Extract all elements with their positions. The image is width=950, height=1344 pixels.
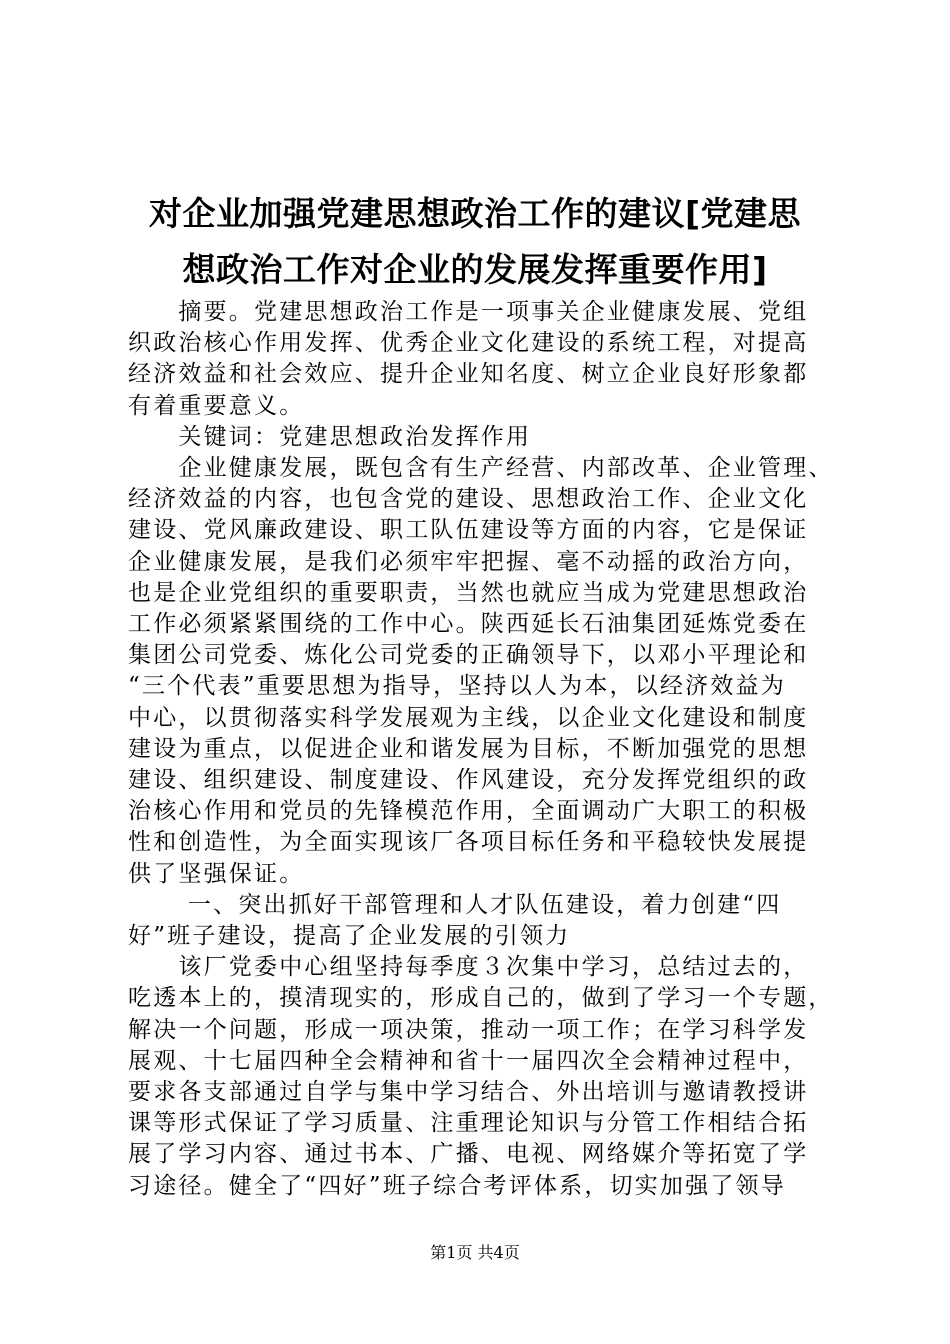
paragraph-line: 中心，以贯彻落实科学发展观为主线，以企业文化建设和制度 xyxy=(128,704,809,731)
paragraph-line: 要求各支部通过自学与集中学习结合、外出培训与邀请教授讲 xyxy=(128,1079,809,1106)
paragraph-line: 展观、十七届四种全会精神和省十一届四次全会精神过程中， xyxy=(128,1047,809,1074)
paragraph xyxy=(128,453,834,890)
paragraph-line: 供了坚强保证。 xyxy=(128,860,305,887)
paragraph-line: 集团公司党委、炼化公司党委的正确领导下，以邓小平理论和 xyxy=(128,642,809,669)
paragraph-line: 关键词：党建思想政治发挥作用 xyxy=(128,423,532,450)
paragraph-line: “三个代表”重要思想为指导，坚持以人为本，以经济效益为 xyxy=(128,673,786,700)
paragraph-line: 有着重要意义。 xyxy=(128,392,305,419)
paragraph-line: 企业健康发展，既包含有生产经营、内部改革、企业管理、 xyxy=(128,455,834,482)
title-line: 想政治工作对企业的发展发挥重要作用] xyxy=(182,250,768,289)
paragraph-line: 建设为重点，以促进企业和谐发展为目标，不断加强党的思想 xyxy=(128,735,809,762)
paragraph-line: 建设、党风廉政建设、职工队伍建设等方面的内容，它是保证 xyxy=(128,517,809,544)
paragraph-line: 吃透本上的，摸清现实的，形成自己的，做到了学习一个专题， xyxy=(128,985,834,1012)
paragraph-line: 建设、组织建设、制度建设、作风建设，充分发挥党组织的政 xyxy=(128,767,809,794)
paragraph-line: 经济效益的内容，也包含党的建设、思想政治工作、企业文化 xyxy=(128,486,809,513)
paragraph-line: 经济效益和社会效应、提升企业知名度、树立企业良好形象都 xyxy=(128,361,809,388)
paragraph-line: 也是企业党组织的重要职责，当然也就应当成为党建思想政治 xyxy=(128,579,809,606)
paragraph-line: 习途径。健全了“四好”班子综合考评体系，切实加强了领导 xyxy=(128,1172,786,1199)
paragraph xyxy=(128,952,834,1202)
document-title xyxy=(120,186,830,298)
paragraph xyxy=(128,890,830,952)
document-body xyxy=(128,297,834,1202)
paragraph-line: 该厂党委中心组坚持每季度３次集中学习，总结过去的， xyxy=(128,954,809,981)
paragraph-line: 性和创造性，为全面实现该厂各项目标任务和平稳较快发展提 xyxy=(128,829,809,856)
paragraph-line: 企业健康发展，是我们必须牢牢把握、毫不动摇的政治方向， xyxy=(128,548,809,575)
paragraph-line: 织政治核心作用发挥、优秀企业文化建设的系统工程，对提高 xyxy=(128,330,809,357)
paragraph xyxy=(128,297,830,422)
paragraph-line: 治核心作用和党员的先锋模范作用，全面调动广大职工的积极 xyxy=(128,798,809,825)
paragraph-line: 课等形式保证了学习质量、注重理论知识与分管工作相结合拓 xyxy=(128,1110,809,1137)
paragraph-line: 好”班子建设，提高了企业发展的引领力 xyxy=(128,923,571,950)
title-line: 对企业加强党建思想政治工作的建议[党建思 xyxy=(148,194,802,233)
paragraph xyxy=(128,422,830,453)
paragraph-line: 一、突出抓好干部管理和人才队伍建设，着力创建“四 xyxy=(128,891,782,918)
paragraph-line: 工作必须紧紧围绕的工作中心。陕西延长石油集团延炼党委在 xyxy=(128,611,809,638)
paragraph-line: 摘要。党建思想政治工作是一项事关企业健康发展、党组 xyxy=(128,299,809,325)
paragraph-line: 展了学习内容、通过书本、广播、电视、网络媒介等拓宽了学 xyxy=(128,1141,809,1168)
paragraph-line: 解决一个问题，形成一项决策，推动一项工作；在学习科学发 xyxy=(128,1016,809,1043)
page-footer: 第1页 共4页 xyxy=(430,1243,520,1262)
